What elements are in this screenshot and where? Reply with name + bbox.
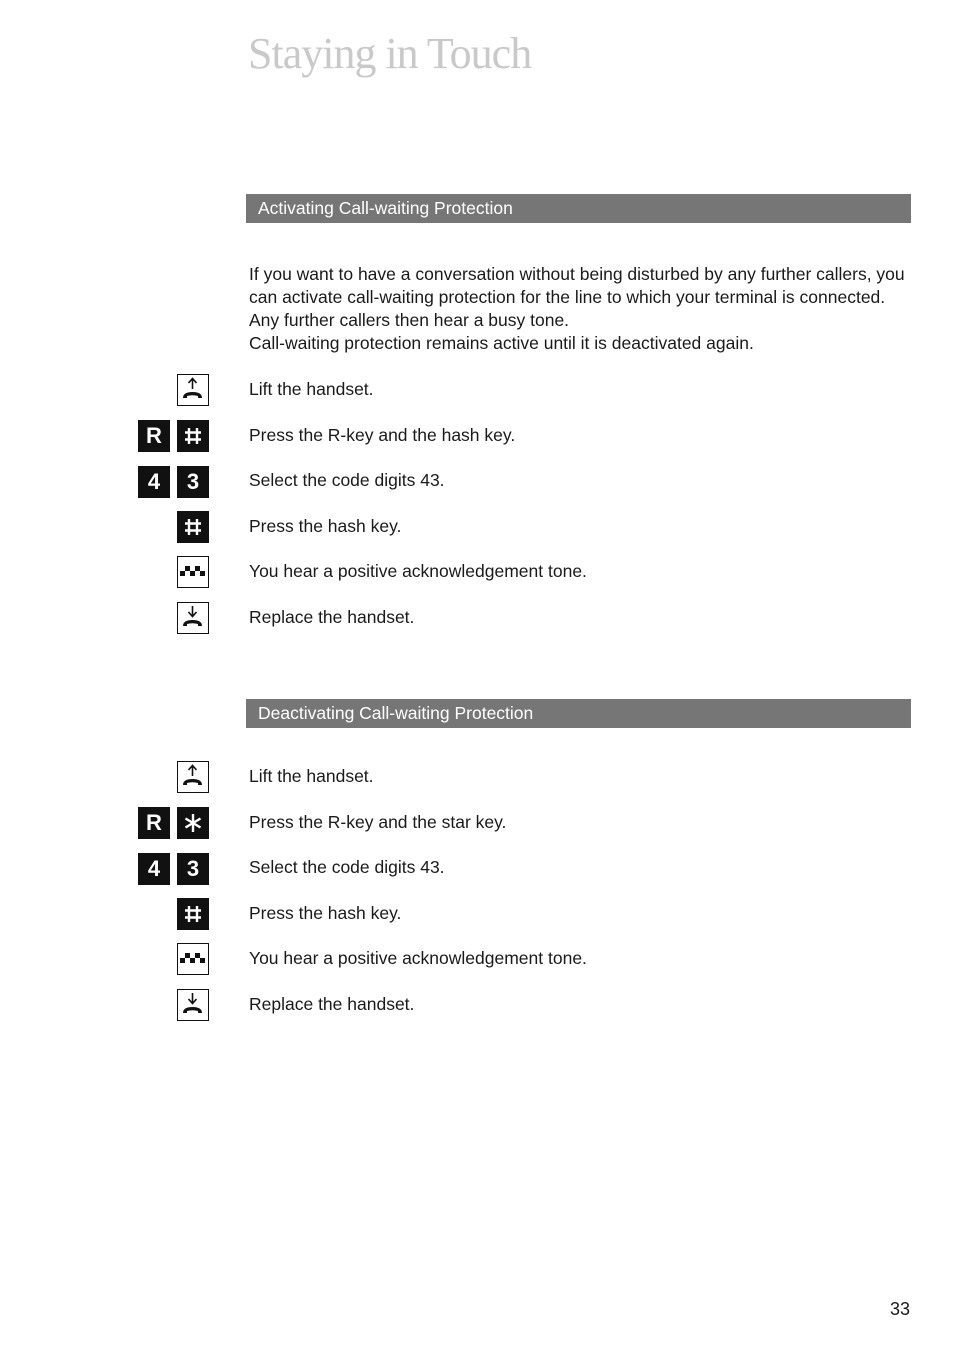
step-text: Lift the handset. [249, 766, 374, 786]
step-text: You hear a positive acknowledgement tone. [249, 948, 587, 968]
digit-4-key-icon: 4 [138, 466, 170, 498]
lift-handset-icon [177, 374, 209, 406]
step-text: Replace the handset. [249, 607, 415, 627]
step-text: Press the hash key. [249, 903, 402, 923]
hash-icon [177, 511, 209, 543]
intro-text [249, 263, 911, 355]
step-text: Select the code digits 43. [249, 470, 445, 490]
step-text: Lift the handset. [249, 379, 374, 399]
r-key-icon: R [138, 807, 170, 839]
step-text: You hear a positive acknowledgement tone. [249, 561, 587, 581]
hash-icon [177, 898, 209, 930]
replace-handset-icon [177, 989, 209, 1021]
step-text: Press the R-key and the hash key. [249, 425, 516, 445]
lift-handset-icon [177, 761, 209, 793]
intro-paragraph: If you want to have a conversation without being disturbed by any further callers, you can activate call-waiting protection for the line to which your terminal is connected. [249, 264, 905, 307]
acknowledgement-tone-icon [177, 943, 209, 975]
intro-paragraph: Any further callers then hear a busy tone. [249, 310, 570, 330]
acknowledgement-tone-icon [177, 556, 209, 588]
section-heading-activating: Activating Call-waiting Protection [246, 194, 911, 223]
page-number: 33 [890, 1299, 911, 1319]
r-key-icon: R [138, 420, 170, 452]
step-text: Press the hash key. [249, 516, 402, 536]
step-text: Select the code digits 43. [249, 857, 445, 877]
star-icon [177, 807, 209, 839]
hash-icon [177, 420, 209, 452]
intro-paragraph: Call-waiting protection remains active until it is deactivated again. [249, 333, 754, 353]
step-text: Replace the handset. [249, 994, 415, 1014]
digit-3-key-icon: 3 [177, 853, 209, 885]
digit-3-key-icon: 3 [177, 466, 209, 498]
digit-4-key-icon: 4 [138, 853, 170, 885]
section-heading-deactivating: Deactivating Call-waiting Protection [246, 699, 911, 728]
page-title: Staying in Touch [248, 29, 532, 78]
replace-handset-icon [177, 602, 209, 634]
step-text: Press the R-key and the star key. [249, 812, 507, 832]
